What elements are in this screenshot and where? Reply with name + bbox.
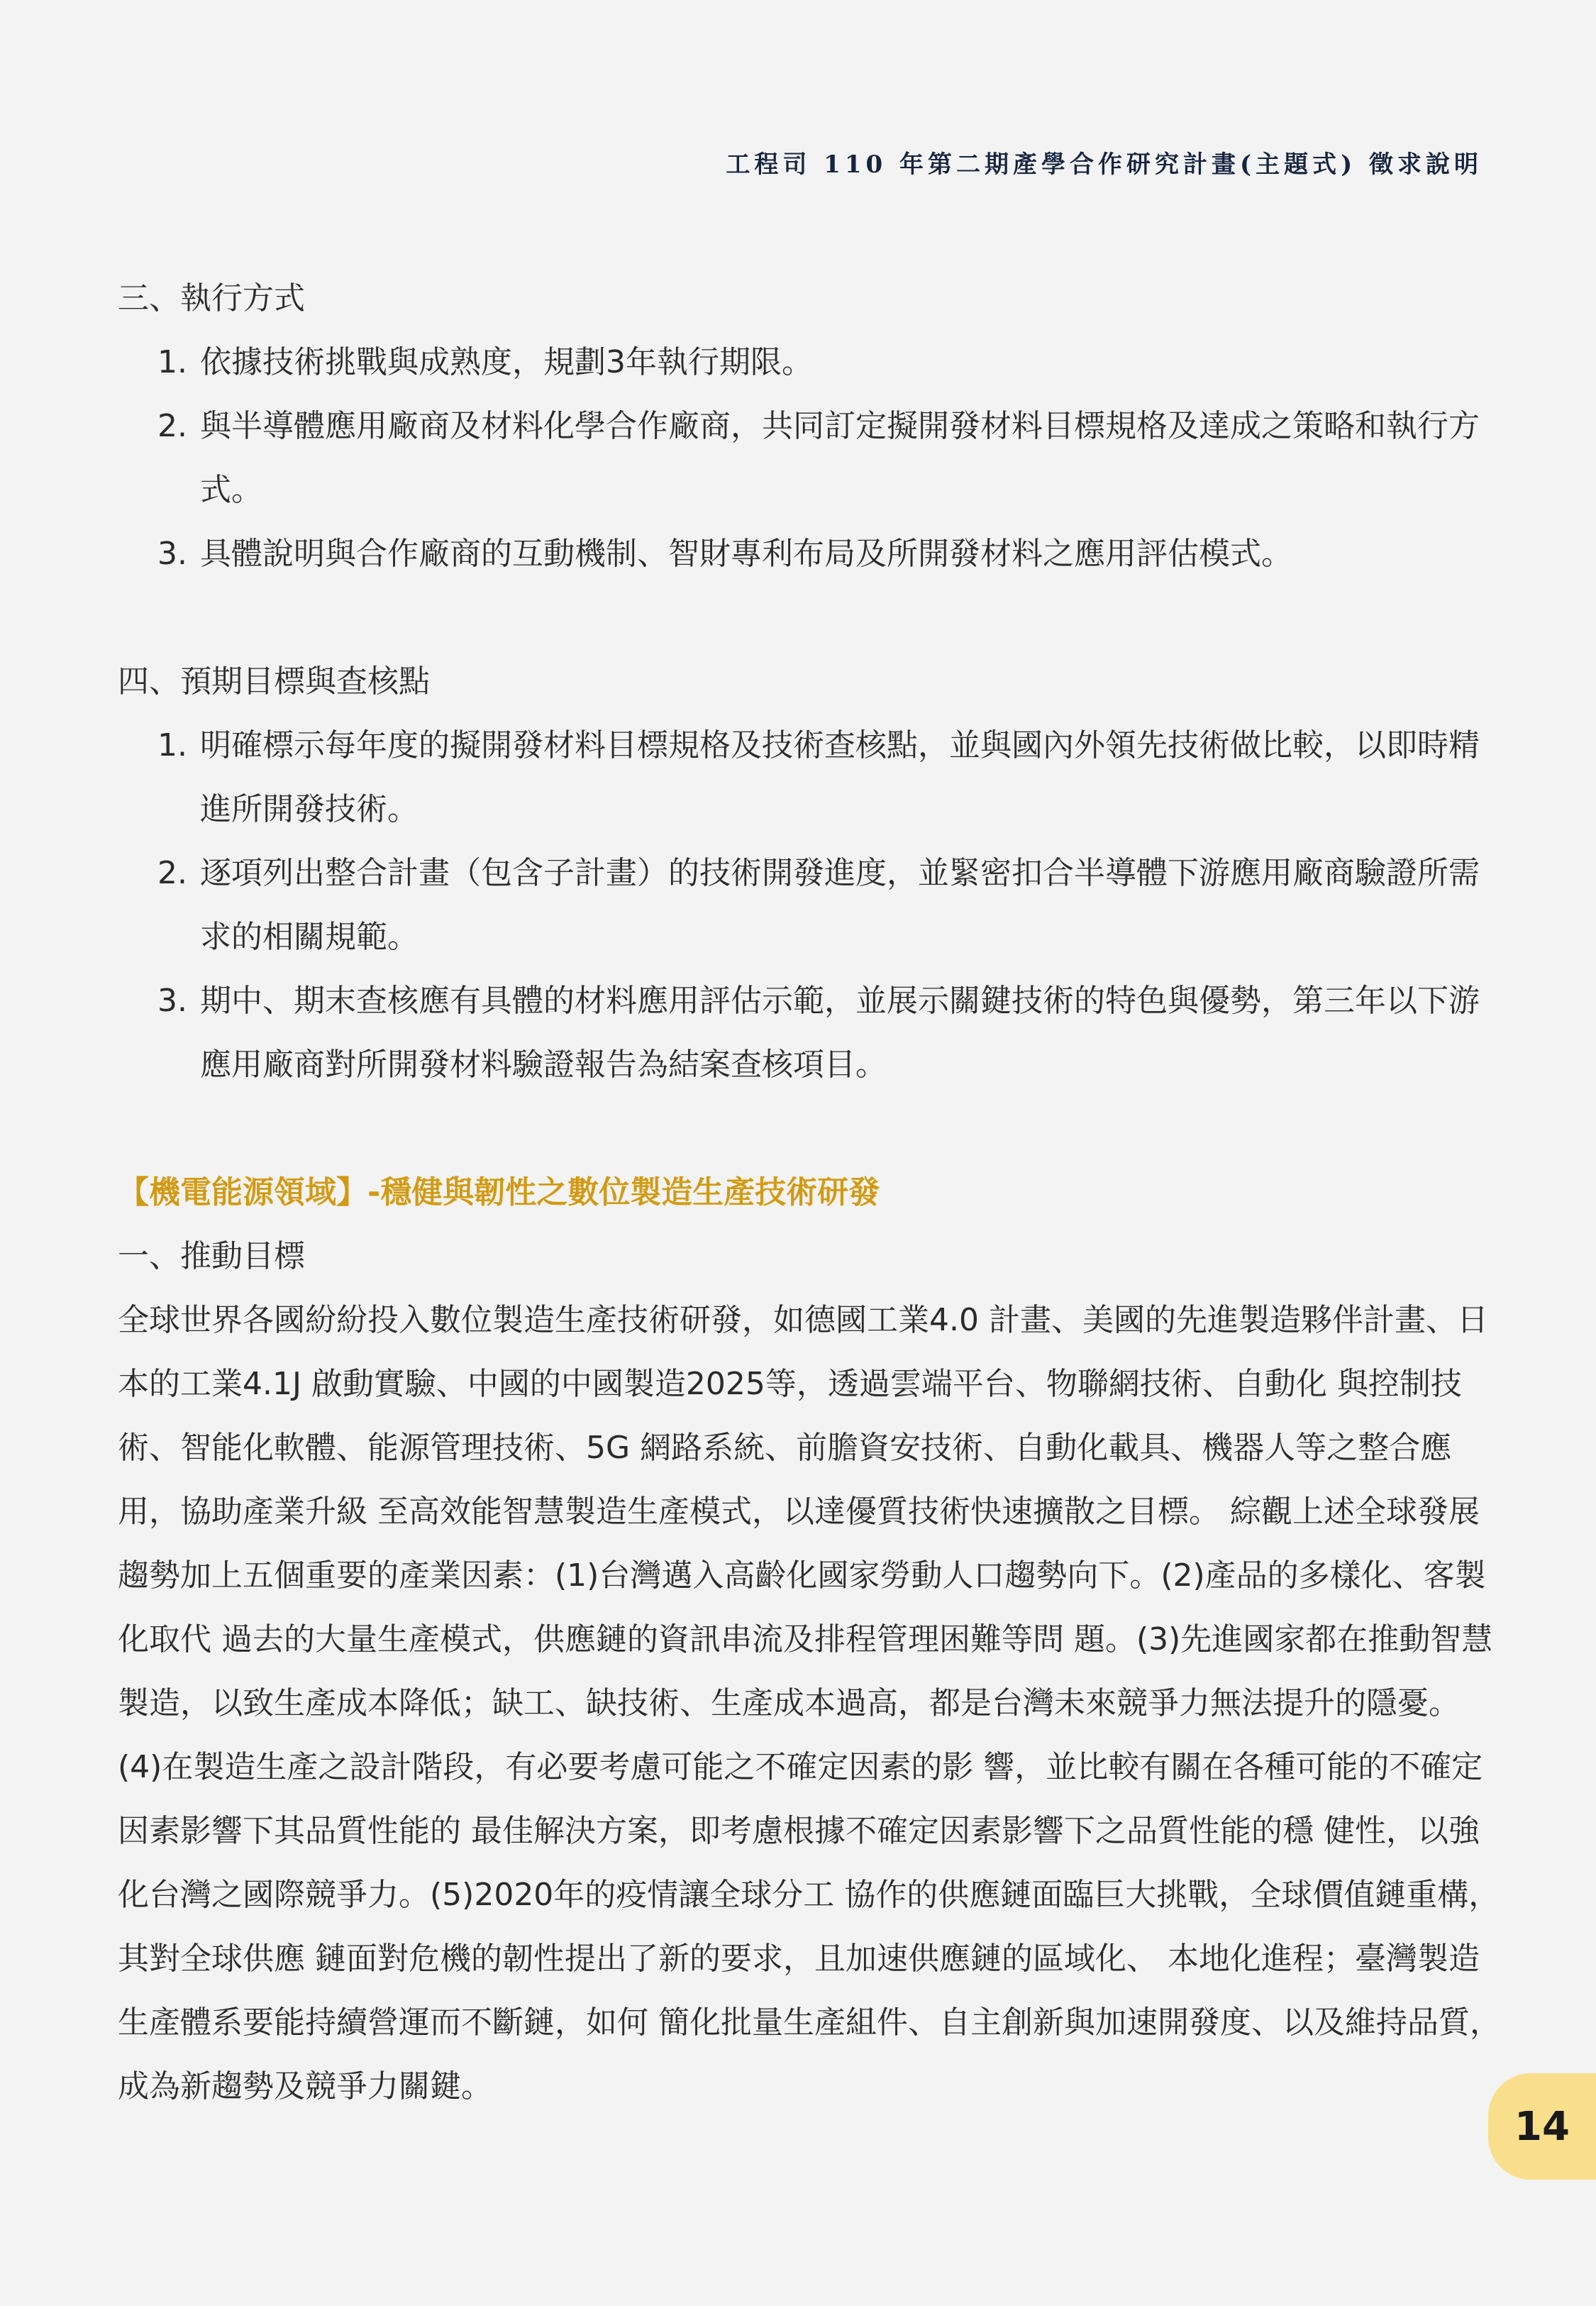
- list-item-number: 1.: [157, 344, 187, 380]
- spacer: [118, 586, 1501, 650]
- list-item-number: 3.: [157, 536, 187, 572]
- list-item-number: 2.: [157, 408, 187, 444]
- list-item: [118, 714, 1501, 842]
- running-header: 工程司 110 年第二期產學合作研究計畫(主題式) 徵求說明: [726, 150, 1483, 179]
- list-item-text: 具體說明與合作廠商的互動機制、智財專利布局及所開發材料之應用評估模式。: [200, 536, 1292, 572]
- domain-section-title: 【機電能源領域】-穩健與韌性之數位製造生產技術研發: [118, 1174, 880, 1210]
- list-item: [118, 395, 1501, 522]
- list-item-text: 明確標示每年度的擬開發材料目標規格及技術查核點，並與國內外領先技術做比較，以即時精進所開發技術。: [200, 727, 1480, 827]
- list-item: [118, 331, 1501, 395]
- list-item: [118, 969, 1501, 1097]
- section-heading-goals: 四、預期目標與查核點: [118, 663, 430, 700]
- page-number-tab: [1488, 2073, 1596, 2180]
- page-content: [118, 267, 1501, 2119]
- spacer: [118, 1097, 1501, 1161]
- list-item-number: 2.: [157, 855, 187, 891]
- list-item-text: 依據技術挑戰與成熟度，規劃3年執行期限。: [200, 344, 813, 380]
- list-item-number: 1.: [157, 727, 187, 763]
- list-item: [118, 522, 1501, 586]
- list-item-text: 與半導體應用廠商及材料化學合作廠商，共同訂定擬開發材料目標規格及達成之策略和執行方式。: [200, 408, 1480, 508]
- list-item: [118, 842, 1501, 969]
- page-number: 14: [1514, 2103, 1570, 2150]
- body-paragraph: 全球世界各國紛紛投入數位製造生產技術研發，如德國工業4.0 計畫、美國的先進製造夥伴計畫、日本的工業4.1J 啟動實驗、中國的中國製造2025等，透過雲端平台、物聯網技術、自動化 與控制技術、智能化軟體、能源管理技術、5G 網路系統、前膽資安技術、自動化載具、機器人等之整合應用，協助產業升級 至高效能智慧製造生產模式，以達優質技術快速擴散之目標。 綜觀上述全球發展趨勢加上五個重要的產業因素：(1)台灣邁入高齡化國家勞動人口趨勢向下。(2)產品的多樣化、客製化取代 過去的大量生產模式，供應鏈的資訊串流及排程管理困難等問 題。(3)先進國家都在推動智慧製造，以致生產成本降低；缺工、缺技術、生產成本過高，都是台灣未來競爭力無法提升的隱憂。(4)在製造生產之設計階段，有必要考慮可能之不確定因素的影 響，並比較有關在各種可能的不確定因素影響下其品質性能的 最佳解決方案，即考慮根據不確定因素影響下之品質性能的穩 健性，以強化台灣之國際競爭力。(5)2020年的疫情讓全球分工 協作的供應鏈面臨巨大挑戰，全球價值鏈重構，其對全球供應 鏈面對危機的韌性提出了新的要求，且加速供應鏈的區域化、 本地化進程；臺灣製造生產體系要能持續營運而不斷鏈，如何 簡化批量生產組件、自主創新與加速開發度、以及維持品質， 成為新趨勢及競爭力關鍵。: [118, 1302, 1501, 2104]
- section-heading-execution: 三、執行方式: [118, 280, 305, 316]
- list-item-text: 逐項列出整合計畫（包含子計畫）的技術開發進度，並緊密扣合半導體下游應用廠商驗證所需求的相關規範。: [200, 855, 1480, 955]
- list-item-number: 3.: [157, 983, 187, 1019]
- section-heading-objectives: 一、推動目標: [118, 1238, 305, 1274]
- list-item-text: 期中、期末查核應有具體的材料應用評估示範，並展示關鍵技術的特色與優勢，第三年以下游應用廠商對所開發材料驗證報告為結案查核項目。: [200, 983, 1480, 1083]
